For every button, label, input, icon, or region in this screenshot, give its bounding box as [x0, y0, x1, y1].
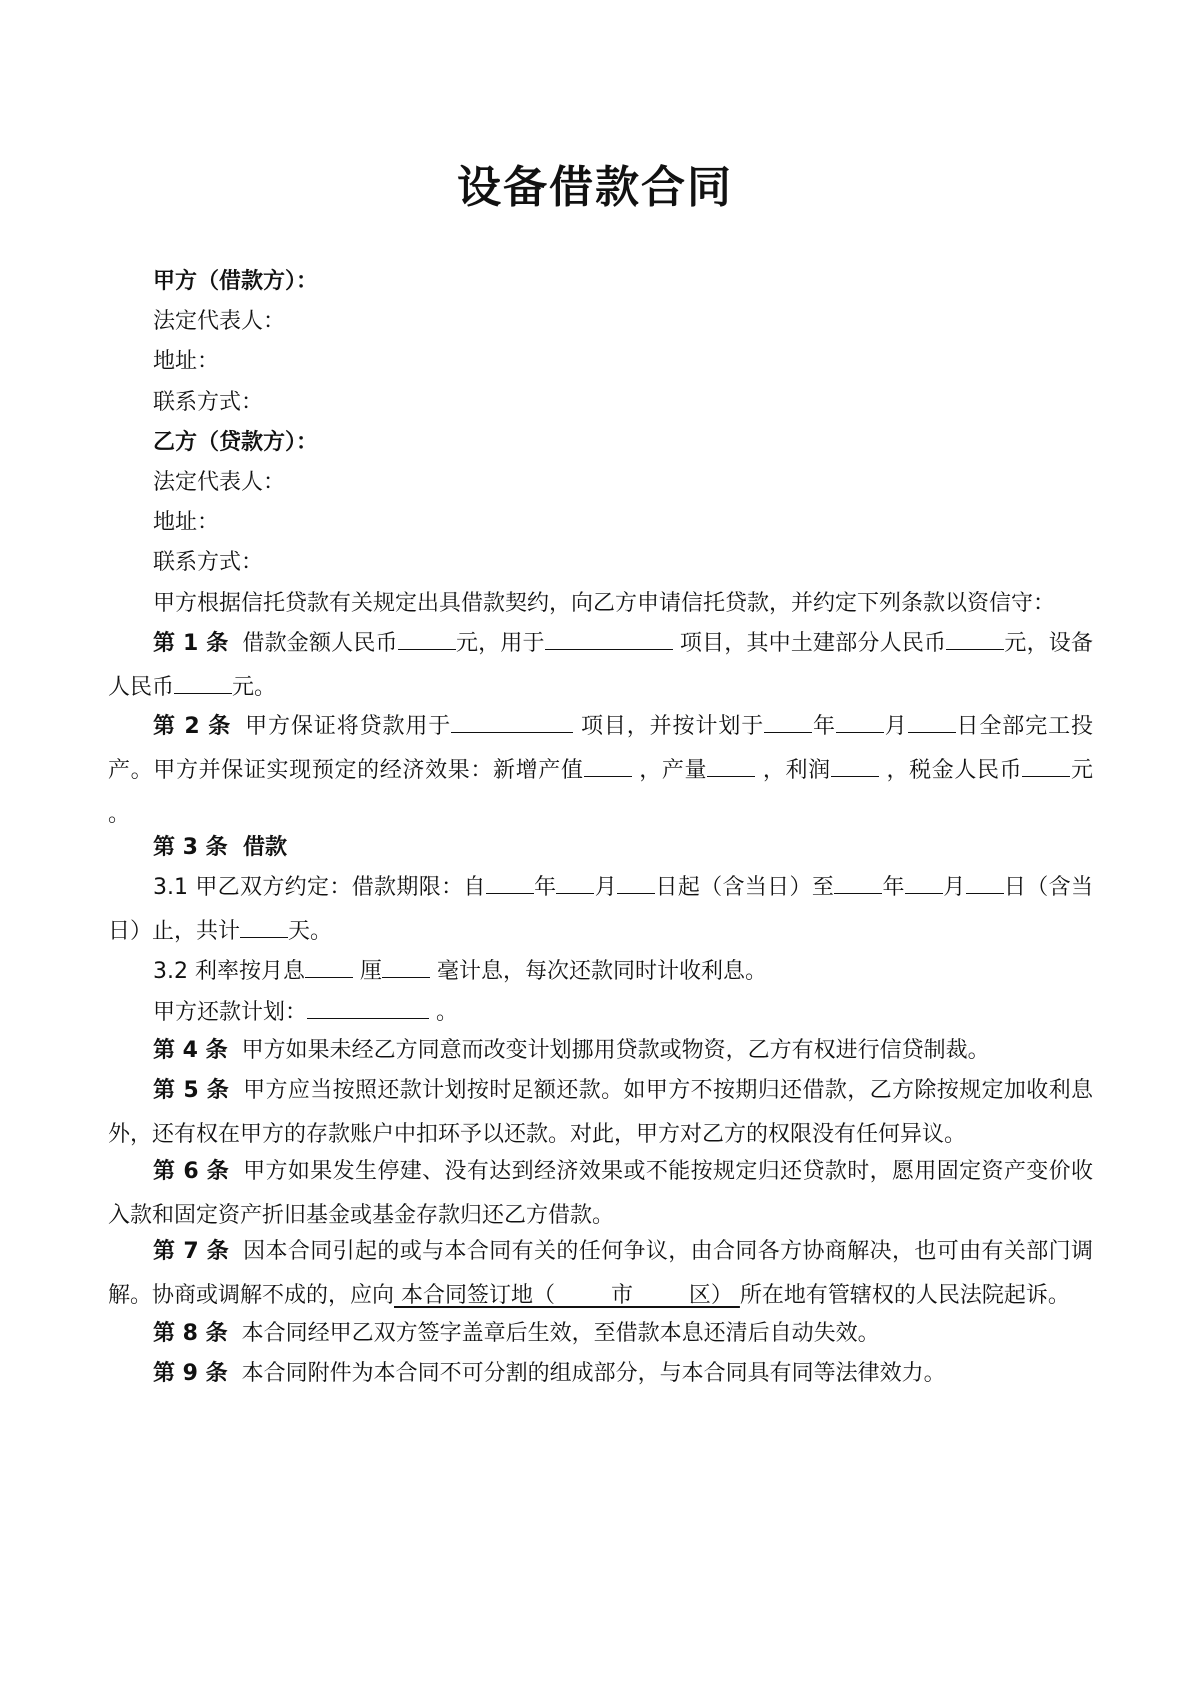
article-2 [108, 705, 1093, 837]
article-8-label: 第 8 条 [153, 1321, 228, 1346]
article-4 [153, 1036, 990, 1066]
article-1-text: 元，用于 [455, 631, 545, 656]
article-9-label: 第 9 条 [153, 1361, 228, 1386]
article-8 [153, 1319, 880, 1349]
party-b-rep: 法定代表人： [153, 470, 286, 495]
article-2-text: ，利润 [755, 758, 831, 783]
blank-field [707, 754, 755, 777]
article-7-text: 因本合同引起的或与本合同有关的任何争议，由合同各方协商解决，也可由有关部门调解。协商或调解不成的，应向 [108, 1239, 1093, 1308]
blank-field [486, 871, 534, 894]
blank-field [174, 671, 232, 694]
article-2-text: 年 [812, 714, 836, 739]
article-3-1-text: 3.1 甲乙双方约定：借款期限：自 [153, 875, 486, 900]
article-1-text: 借款金额人民币 [242, 631, 398, 656]
article-3-1-text: 月 [942, 875, 966, 900]
repayment-plan-text: 甲方还款计划： [153, 1000, 308, 1025]
blank-field [908, 710, 956, 733]
article-9-text: 本合同附件为本合同不可分割的组成部分，与本合同具有同等法律效力。 [241, 1361, 946, 1386]
article-2-text: ，税金人民币 [878, 758, 1023, 783]
repayment-plan-text: 。 [429, 1000, 459, 1025]
article-2-text: 日全部完工投产。甲方并保证实现预定的经济效果：新增产值 [108, 714, 1093, 783]
blank-field [617, 871, 655, 894]
blank-field [451, 710, 573, 733]
article-3-1-text: 日（含当日）止，共计 [108, 875, 1093, 944]
article-6 [108, 1150, 1093, 1238]
repayment-plan [153, 996, 458, 1028]
article-7-text: 所在地有管辖权的人民法院起诉。 [739, 1283, 1070, 1308]
article-3-2 [153, 955, 767, 987]
article-6-label: 第 6 条 [153, 1159, 230, 1184]
party-b-address: 地址： [153, 510, 220, 535]
party-a-contact: 联系方式： [153, 390, 264, 415]
article-5-label: 第 5 条 [153, 1078, 230, 1103]
blank-field [905, 871, 943, 894]
blank-field [240, 915, 288, 938]
party-a-address: 地址： [153, 349, 220, 374]
article-1-text: 项目，其中土建部分人民币 [672, 631, 947, 656]
blank-field [556, 871, 594, 894]
blank-field [1022, 754, 1070, 777]
blank-field [398, 627, 456, 650]
article-2-text: 甲方保证将贷款用于 [245, 714, 452, 739]
article-3-1-text: 日起（含当日）至 [655, 875, 835, 900]
blank-field [831, 754, 879, 777]
party-a-rep: 法定代表人： [153, 309, 286, 334]
party-a-heading: 甲方（借款方）： [153, 269, 319, 294]
blank-field [382, 955, 430, 978]
article-4-text: 甲方如果未经乙方同意而改变计划挪用贷款或物资，乙方有权进行信贷制裁。 [241, 1038, 990, 1063]
article-9 [153, 1359, 946, 1389]
party-b-contact: 联系方式： [153, 550, 264, 575]
article-2-text: 元 。 [108, 758, 1093, 827]
article-4-label: 第 4 条 [153, 1038, 228, 1063]
article-6-text: 甲方如果发生停建、没有达到经济效果或不能按规定归还贷款时，愿用固定资产变价收入款和固定资产折旧基金或基金存款归还乙方借款。 [108, 1159, 1093, 1228]
article-3-2-text: 厘 [352, 959, 382, 984]
article-3-2-text: 3.2 利率按月息 [153, 959, 305, 984]
article-3-heading [153, 833, 287, 863]
article-2-text: ，产量 [631, 758, 708, 783]
article-3-2-text: 毫计息，每次还款同时计收利息。 [429, 959, 767, 984]
intro-text: 甲方根据信托贷款有关规定出具借款契约，向乙方申请信托贷款，并约定下列条款以资信守： [153, 591, 1056, 616]
article-7-label: 第 7 条 [153, 1239, 230, 1264]
article-3-label: 第 3 条 [153, 835, 228, 860]
article-5 [108, 1069, 1093, 1157]
blank-field [834, 871, 882, 894]
article-1-label: 第 1 条 [153, 631, 229, 656]
article-2-text: 月 [883, 714, 908, 739]
article-3-1 [108, 866, 1093, 954]
blank-field [946, 627, 1004, 650]
article-3-1-text: 年 [882, 875, 905, 900]
article-7 [108, 1230, 1093, 1318]
article-2-text: 项目，并按计划于 [573, 714, 765, 739]
blank-field [584, 754, 632, 777]
signing-place-field: 本合同签订地（ 市 区） [394, 1283, 740, 1308]
article-5-text: 甲方应当按照还款计划按时足额还款。如甲方不按期归还借款，乙方除按规定加收利息外，还有权在甲方的存款账户中扣环予以还款。对此，甲方对乙方的权限没有任何异议。 [108, 1078, 1093, 1147]
article-8-text: 本合同经甲乙双方签字盖章后生效，至借款本息还清后自动失效。 [241, 1321, 880, 1346]
blank-field [836, 710, 884, 733]
blank-field [307, 996, 429, 1019]
article-3-1-text: 月 [594, 875, 618, 900]
party-b-heading: 乙方（贷款方）： [153, 430, 319, 455]
document-title: 设备借款合同 [457, 162, 733, 213]
article-1-text: 元。 [232, 675, 277, 700]
article-1-text: 元，设备人民币 [108, 631, 1093, 700]
blank-field [305, 955, 353, 978]
article-3-title: 借款 [242, 835, 287, 860]
article-2-label: 第 2 条 [153, 714, 232, 739]
article-3-1-text: 年 [533, 875, 557, 900]
article-3-1-text: 天。 [288, 919, 333, 944]
article-1 [108, 622, 1093, 710]
blank-field [966, 871, 1004, 894]
blank-field [545, 627, 673, 650]
blank-field [764, 710, 812, 733]
